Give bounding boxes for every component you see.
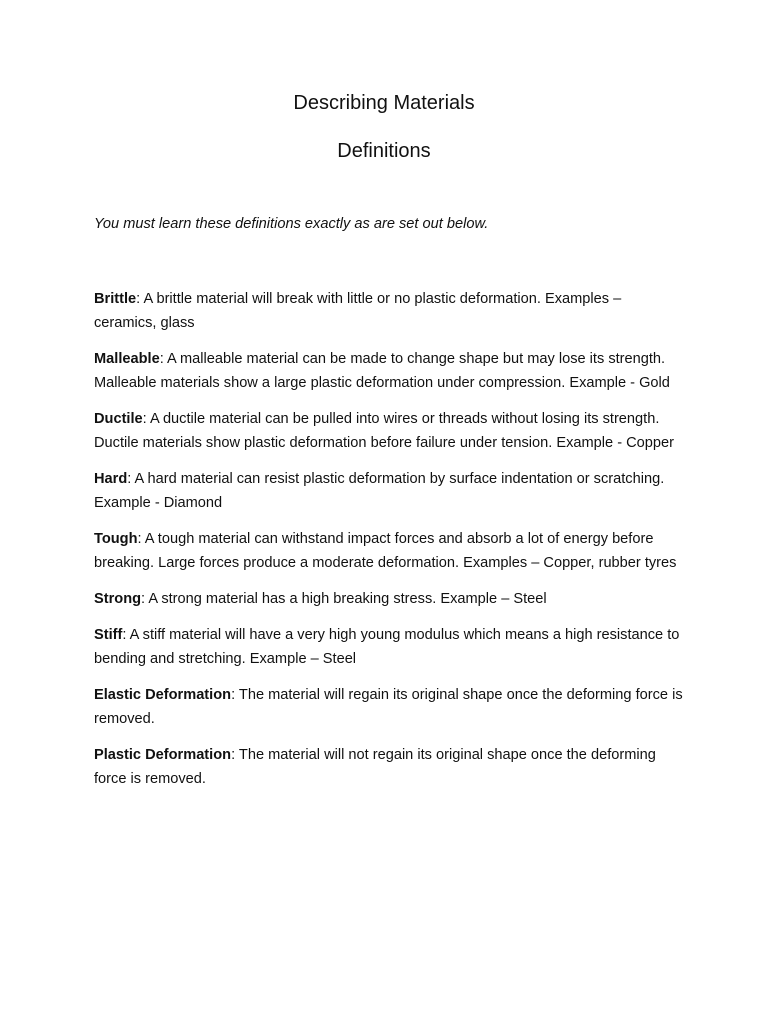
term-malleable: Malleable xyxy=(94,351,160,367)
definition-text-elastic-deformation: : The material will regain its original shape once the deforming force is removed. xyxy=(94,687,683,727)
definition-brittle xyxy=(94,287,684,335)
definition-text-strong: : A strong material has a high breaking stress. Example – Steel xyxy=(141,591,547,607)
term-brittle: Brittle xyxy=(94,291,137,307)
definition-text-malleable: : A malleable material can be made to change shape but may lose its strength. Malleable materials show a large plastic deformation under compression. Example - Gold xyxy=(94,351,670,391)
definition-stiff xyxy=(94,623,684,671)
document-title: Describing Materials xyxy=(293,92,475,114)
definition-text-plastic-deformation: : The material will not regain its original shape once the deforming force is removed. xyxy=(94,747,656,787)
document-subtitle: Definitions xyxy=(337,140,431,162)
definition-hard xyxy=(94,467,684,515)
definition-tough xyxy=(94,527,684,575)
term-hard: Hard xyxy=(94,471,128,487)
definition-text-brittle: : A brittle material will break with little or no plastic deformation. Examples – ceramics, glass xyxy=(94,291,622,331)
definition-elastic-deformation xyxy=(94,683,684,731)
definition-text-tough: : A tough material can withstand impact forces and absorb a lot of energy before breaking. Large forces produce a moderate deformation. Examples – Copper, rubber tyres xyxy=(94,531,677,571)
term-plastic-deformation: Plastic Deformation xyxy=(94,747,232,763)
definition-plastic-deformation xyxy=(94,743,684,791)
definition-malleable xyxy=(94,347,684,395)
definitions-list xyxy=(94,287,684,803)
definition-text-ductile: : A ductile material can be pulled into wires or threads without losing its strength. Ductile materials show plastic deformation before failure under tension. Example - Copper xyxy=(94,411,674,451)
intro-text: You must learn these definitions exactly as are set out below. xyxy=(94,216,489,232)
term-stiff: Stiff xyxy=(94,627,123,643)
term-strong: Strong xyxy=(94,591,142,607)
term-ductile: Ductile xyxy=(94,411,143,427)
term-tough: Tough xyxy=(94,531,138,547)
definition-text-hard: : A hard material can resist plastic deformation by surface indentation or scratching. Example - Diamond xyxy=(94,471,665,511)
definition-text-stiff: : A stiff material will have a very high young modulus which means a high resistance to bending and stretching. Example – Steel xyxy=(94,627,680,667)
term-elastic-deformation: Elastic Deformation xyxy=(94,687,232,703)
definition-strong xyxy=(94,587,684,611)
definition-ductile xyxy=(94,407,684,455)
